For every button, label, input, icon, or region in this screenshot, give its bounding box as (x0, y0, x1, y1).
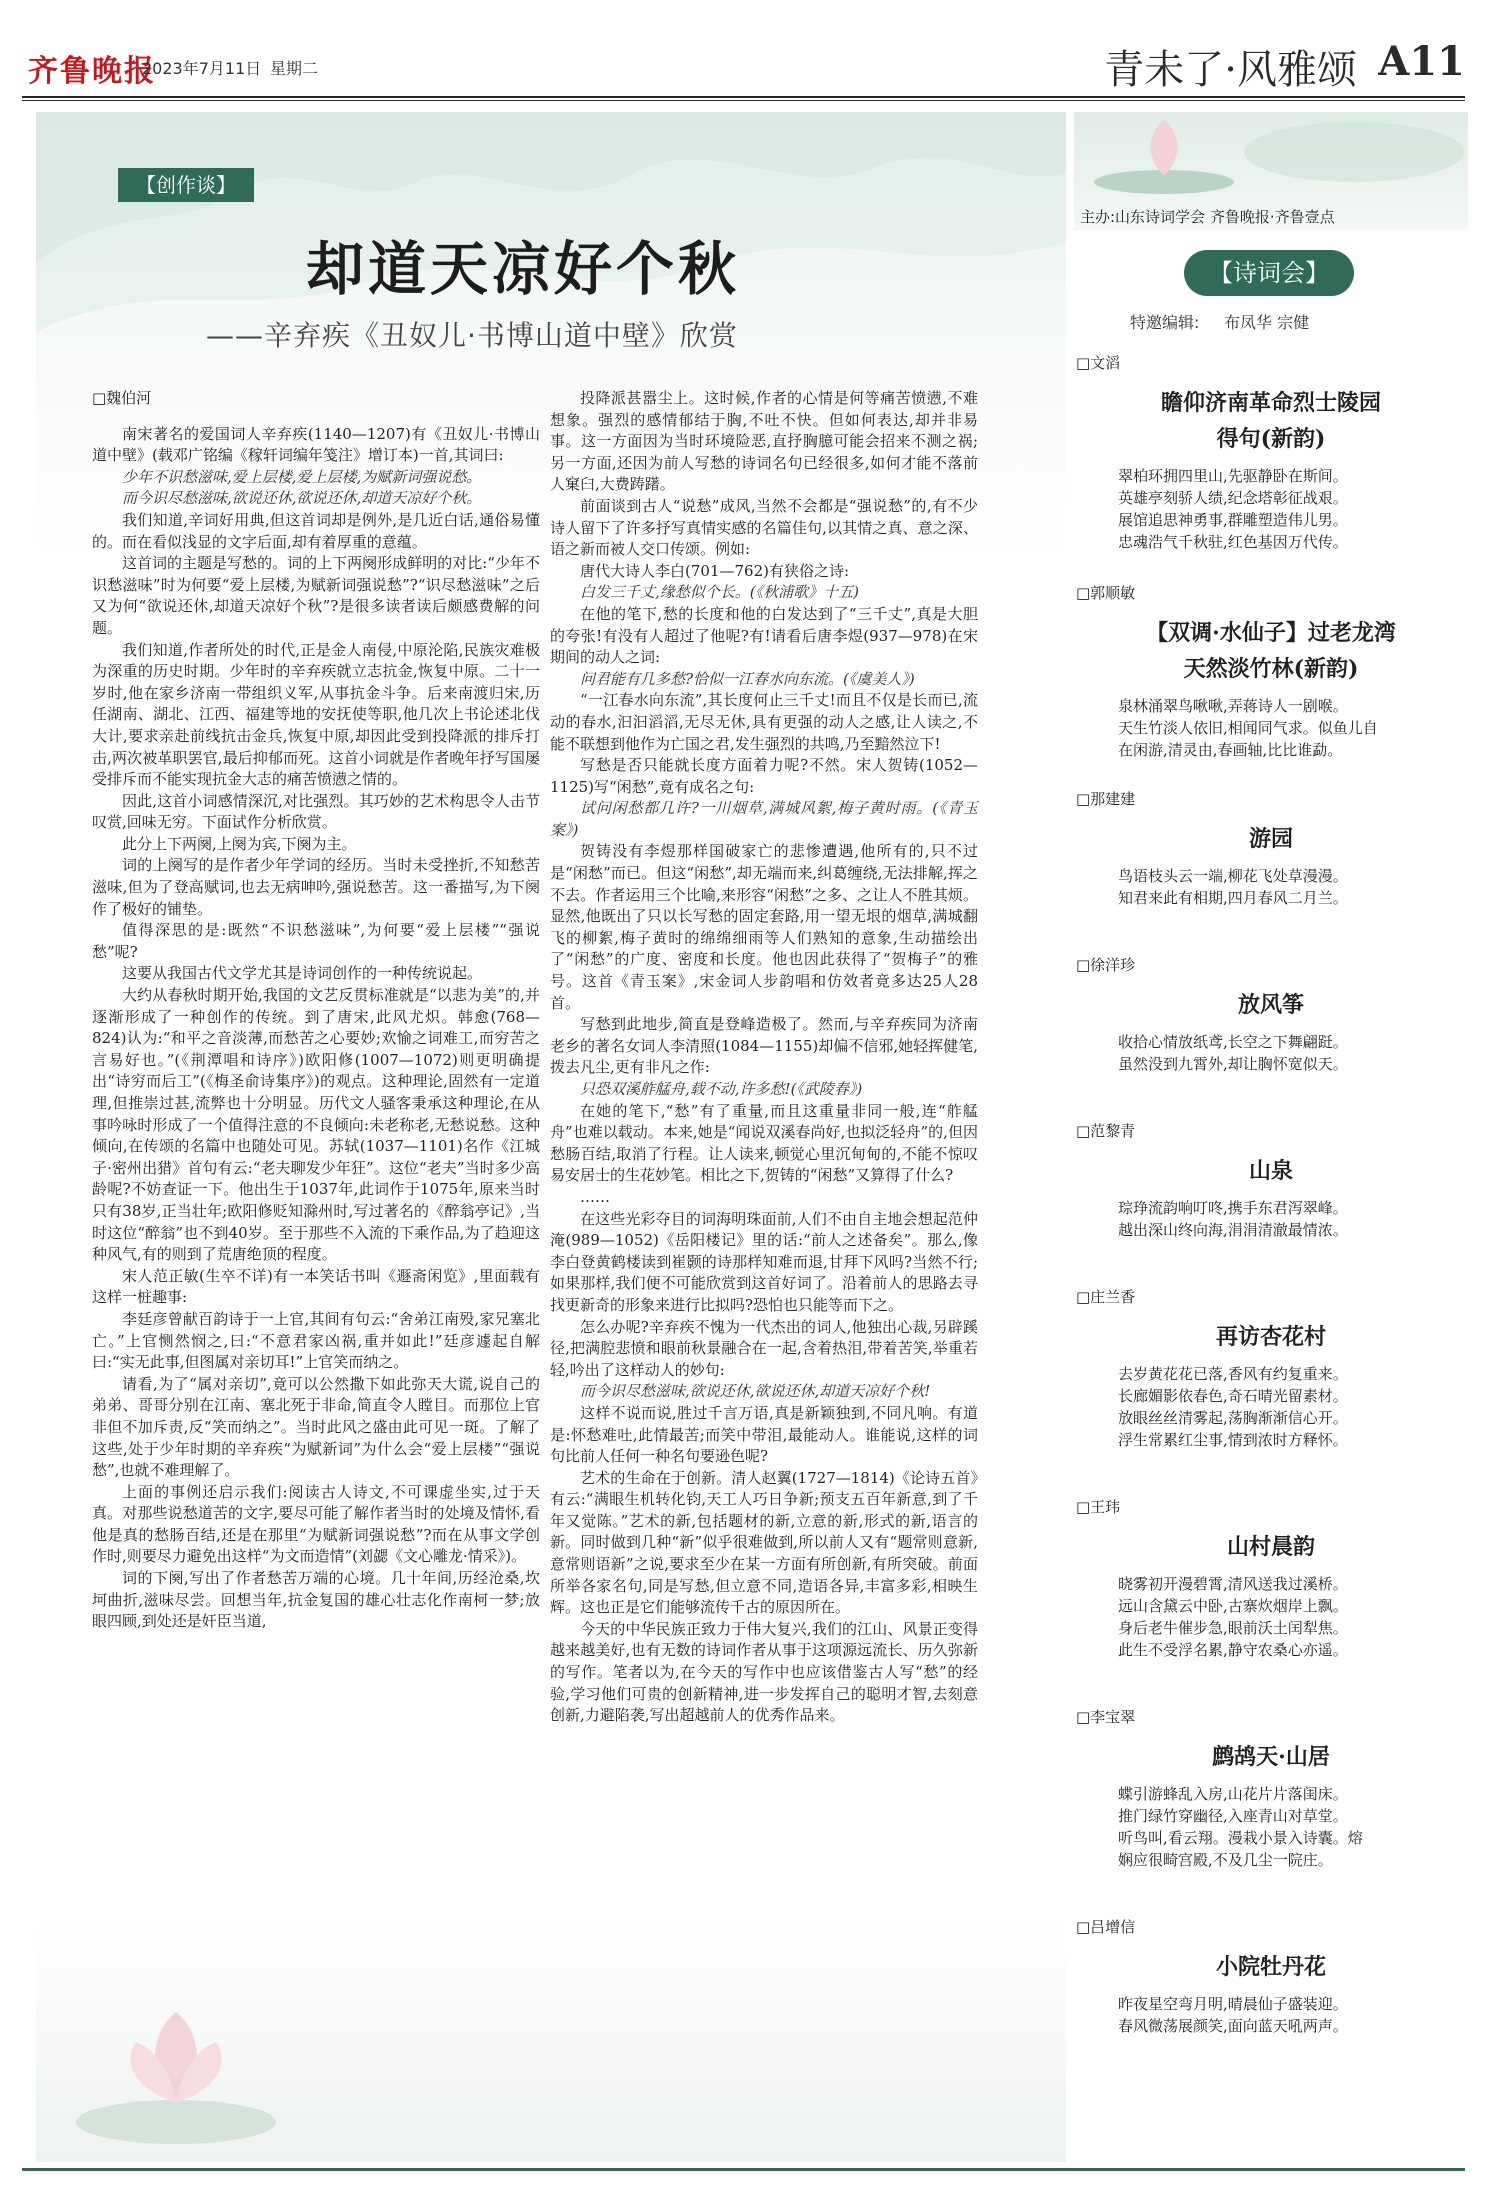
poem-line: 英雄亭刻骄人绩,纪念塔彰征战艰。 (1118, 489, 1348, 507)
article-column-1 (92, 388, 540, 1633)
paragraph: 我们知道,辛词好用典,但这首词却是例外,是几近白话,通俗易懂的。而在看似浅显的文字后面,却有着厚重的意蕴。 (92, 510, 540, 551)
poem-entry (1074, 352, 1468, 553)
poem-line: 推门绿竹穿幽径,入座青山对草堂。 (1118, 1807, 1348, 1825)
poem-line: 泉林涌翠鸟啾啾,弄蒋诗人一剧喉。 (1118, 697, 1348, 715)
poem-author: □庄兰香 (1076, 1288, 1136, 1306)
poem-author: □李宝翠 (1076, 1708, 1136, 1726)
paragraph: 大约从春秋时期开始,我国的文艺反贯标准就是“以悲为美”的,并逐渐形成了一种创作的传统。到了唐宋,此风尤炽。韩愈(768—824)认为:“和平之音淡薄,而愁苦之心要妙;欢愉之词难工,而穷苦之言易好也。”(《荆潭唱和诗序》)欧阳修(1007—1072)则更明确提出“诗穷而后工”(《梅圣俞诗集序》)的观点。这种理论,固然有一定道理,但推崇过甚,流弊也十分明显。历代文人骚客秉承这种理论,在从事吟咏时形成了一个值得注意的不良倾向:未老称老,无愁说愁。这种倾向,在传颂的名篇中也随处可见。苏轼(1037—1101)名作《江城子·密州出猎》首句有云:“老夫聊发少年狂”。这位“老夫”当时多少高龄呢?不妨查证一下。他出生于1037年,此词作于1075年,原来当时只有38岁,正当壮年;欧阳修贬知滁州时,写过著名的《醉翁亭记》,当时这位“醉翁”也不到40岁。至于那些不入流的下乘作品,为了趋迎这种风气,有的则到了荒唐绝顶的程度。 (92, 986, 540, 1264)
poem-entry (1074, 1286, 1468, 1451)
paragraph: 今天的中华民族正致力于伟大复兴,我们的江山、风景正变得越来越美好,也有无数的诗词作者从事于这项源远流长、历久弥新的写作。笔者以为,在今天的写作中也应该借鉴古人写“愁”的经验,学习他们可贵的创新精神,进一步发挥自己的聪明才智,去刻意创新,力避陷袭,写出超越前人的优秀作品来。 (550, 1619, 978, 1725)
poem-line: 在闲游,清灵由,春画轴,比比谁勐。 (1118, 741, 1343, 759)
paragraph: “一江春水向东流”,其长度何止三千丈!而且不仅是长而已,流动的春水,汩汩滔滔,无尽无休,具有更强的动人之感,让人读之,不能不联想到他作为亡国之君,发生强烈的共鸣,乃至黯然泣下! (550, 691, 978, 753)
article-tag: 【创作谈】 (118, 168, 254, 202)
poem-title-line2: 天然淡竹林(新韵) (1183, 656, 1359, 682)
paragraph: 投降派甚嚣尘上。这时候,作者的心情是何等痛苦愤懑,不难想象。强烈的感情郁结于胸,不吐不快。但如何表达,却并非易事。这一方面因为当时环境险恶,直抒胸臆可能会招来不测之祸;另一方面,还因为前人写愁的诗词名句已经很多,如何才能不落前人窠臼,大费踌躇。 (550, 389, 978, 494)
paragraph: 请看,为了“属对亲切”,竟可以公然撒下如此弥天大谎,说自己的弟弟、哥哥分别在江南、塞北死于非命,简直令人瞠目。而那位上官非但不加斥责,反“笑而纳之”。当时此风之盛由此可见一斑。了解了这些,处于少年时期的辛弃疾“为赋新词”为什么会“爱上层楼”“强说愁”,也就不难理解了。 (92, 1374, 540, 1480)
poem-title: 再访杏花村 (1215, 1324, 1326, 1350)
paragraph: 怎么办呢?辛弃疾不愧为一代杰出的词人,他独出心裁,另辟蹊径,把满腔悲愤和眼前秋景融合在一起,含着热泪,带着苦笑,举重若轻,吟出了这样动人的妙句: (550, 1317, 978, 1379)
article-column-2 (550, 388, 978, 1727)
paragraph: 宋人范正敏(生卒不详)有一本笑话书叫《遯斋闲览》,里面载有这样一桩趣事: (92, 1266, 540, 1307)
ellipsis: …… (580, 1187, 610, 1206)
paragraph: 写愁是否只能就长度方面着力呢?不然。宋人贺铸(1052—1125)写“闲愁”,竟有成名之句: (550, 756, 978, 796)
poem-line: 蝶引游蜂乱入房,山花片片落闺床。 (1118, 1785, 1348, 1803)
poem-line: 晓雾初开漫碧霄,清风送我过溪桥。 (1118, 1575, 1348, 1593)
poem-author: □郭顺敏 (1076, 584, 1136, 602)
paragraph: 李廷彦曾献百韵诗于一上官,其间有句云:“舍弟江南殁,家兄塞北亡。”上官恻然悯之,曰:“不意君家凶祸,重并如此!”廷彦遽起自解曰:“实无此事,但图属对亲切耳!”上官笑而纳之。 (92, 1309, 540, 1372)
poem-quote: 白发三千丈,缘愁似个长。(《秋浦歌》十五) (580, 583, 859, 602)
poem-entry (1074, 1706, 1468, 1871)
poem-line: 长廊媚影依春色,奇石晴光留素材。 (1118, 1387, 1348, 1405)
poem-body (1074, 1363, 1468, 1451)
poem-author: □范黎青 (1076, 1122, 1136, 1140)
poem-quote: 问君能有几多愁?恰似一江春水向东流。(《虞美人》) (580, 669, 915, 688)
editors-label: 特邀编辑: (1130, 313, 1200, 332)
paragraph: 词的上阕写的是作者少年学词的经历。当时未受挫折,不知愁苦滋味,但为了登高赋词,也去无病呻吟,强说愁苦。这一番描写,为下阕作了极好的铺垫。 (92, 856, 540, 918)
poem-title-line2: 得句(新韵) (1216, 426, 1326, 452)
poem-author: □那建建 (1076, 790, 1136, 808)
paragraph: 前面谈到古人“说愁”成风,当然不会都是“强说愁”的,有不少诗人留下了许多抒写真情实感的名篇佳句,以其情之真、意之深、语之新而被人交口传颂。例如: (550, 496, 978, 559)
poem-quote: 而今识尽愁滋味,欲说还休,欲说还休,却道天凉好个秋。 (122, 489, 482, 508)
page-header (0, 0, 1487, 110)
poem-body (1074, 1993, 1468, 2037)
poem-quote: 试问闲愁都几许?一川烟草,满城风絮,梅子黄时雨。(《青玉案》) (550, 799, 978, 839)
poem-body (1074, 865, 1468, 909)
newspaper-logo: 齐鲁晚报 (28, 54, 156, 89)
paragraph: 值得深思的是:既然“不识愁滋味”,为何要“爱上层楼”“强说愁”呢? (92, 921, 540, 961)
editors-names: 布凤华 宗健 (1224, 313, 1310, 332)
poem-line: 展馆追思神勇事,群雕塑造伟儿男。 (1118, 511, 1348, 529)
poem-line: 翠柏环拥四里山,先驱静卧在斯间。 (1118, 467, 1348, 485)
paragraph: 南宋著名的爱国词人辛弃疾(1140—1207)有《丑奴儿·书博山道中壁》(载邓广铭编《稼轩词编年笺注》增订本)一首,其词曰: (92, 424, 540, 465)
paragraph: 这样不说而说,胜过千言万语,真是新颖独到,不同凡响。有道是:怀愁难吐,此情最苦;而笑中带泪,最能动人。谁能说,这样的词句比前人任何一种名句要逊色呢? (550, 1403, 978, 1466)
issue-date: 2023年7月11日 (142, 59, 262, 78)
poem-quote: 而今识尽愁滋味,欲说还休,欲说还休,却道天凉好个秋! (580, 1382, 931, 1401)
page-number: A11 (1378, 38, 1465, 85)
footer-divider (22, 2168, 1465, 2171)
poem-line: 去岁黄花花已落,香风有约复重来。 (1118, 1365, 1348, 1383)
header-divider-thin (22, 100, 1465, 101)
lotus-pond-icon (1074, 112, 1468, 202)
poem-line: 天生竹淡人依旧,相闻同气求。似鱼儿自 (1118, 719, 1378, 737)
paragraph: 这首词的主题是写愁的。词的上下两阕形成鲜明的对比:“少年不识愁滋味”时为何要“爱上层楼,为赋新词强说愁”?“识尽愁滋味”之后又为何“欲说还休,却道天凉好个秋”?是很多读者读后颇感费解的问题。 (92, 554, 540, 637)
poem-entry (1074, 1916, 1468, 2037)
poem-body (1074, 465, 1468, 553)
poem-entry (1074, 788, 1468, 909)
poem-entry (1074, 954, 1468, 1075)
poem-line: 此生不受浮名累,静守农桑心亦遥。 (1118, 1641, 1348, 1659)
poem-title: 小院牡丹花 (1215, 1954, 1326, 1980)
poem-title: 游园 (1248, 826, 1293, 852)
poem-title: 瞻仰济南革命烈士陵园 (1160, 390, 1381, 416)
article-author: □魏伯河 (92, 389, 152, 407)
poem-entry (1074, 582, 1468, 761)
paragraph: 此分上下两阕,上阕为宾,下阕为主。 (122, 834, 357, 853)
poem-quote: 少年不识愁滋味,爱上层楼,爱上层楼,为赋新词强说愁。 (122, 467, 482, 486)
sidebar-masthead (1074, 112, 1468, 230)
poem-author: □徐洋珍 (1076, 956, 1136, 974)
poem-line: 昨夜星空弯月明,晴晨仙子盛装迎。 (1118, 1995, 1348, 2013)
poem-line: 虽然没到九霄外,却让胸怀宽似天。 (1118, 1055, 1348, 1073)
paragraph: 词的下阕,写出了作者愁苦万端的心境。几十年间,历经沧桑,坎坷曲折,滋味尽尝。回想当年,抗金复国的雄心壮志化作南柯一梦;放眼四顾,到处还是奸臣当道, (92, 1569, 540, 1631)
poem-line: 听鸟叫,看云翔。漫栽小景入诗囊。熔 (1118, 1829, 1363, 1847)
poem-line: 身后老牛催步急,眼前沃土闰犁焦。 (1118, 1619, 1348, 1637)
paragraph: 因此,这首小词感情深沉,对比强烈。其巧妙的艺术构思令人击节叹赏,回味无穷。下面试作分析欣赏。 (92, 791, 540, 832)
poem-title: 鹧鸪天·山居 (1212, 1744, 1330, 1770)
poem-line: 浮生常累红尘事,情到浓时方释怀。 (1118, 1431, 1348, 1449)
poem-line: 琮琤流韵响叮咚,携手东君泻翠峰。 (1118, 1199, 1348, 1217)
paragraph: 在她的笔下,“愁”有了重量,而且这重量非同一般,连“舴艋舟”也难以载动。本来,她是“闻说双溪春尚好,也拟泛轻舟”的,但因愁肠百结,取消了行程。让人读来,顿觉心里沉甸甸的,不能不惊叹易安居士的生花妙笔。相比之下,贺铸的“闲愁”又算得了什么? (550, 1101, 978, 1185)
poem-title: 【双调·水仙子】过老龙湾 (1146, 620, 1396, 646)
poetry-sidebar (1074, 112, 1468, 2172)
paragraph: 唐代大诗人李白(701—762)有狭俗之诗: (580, 561, 850, 580)
poem-entry (1074, 1120, 1468, 1241)
poem-line: 鸟语枝头云一端,柳花飞处草漫漫。 (1118, 867, 1348, 885)
paragraph: 贺铸没有李煜那样国破家亡的悲惨遭遇,他所有的,只不过是“闲愁”而已。但这“闲愁”,却无端而来,纠葛缠绕,无法排解,挥之不去。作者运用三个比喻,来形容“闲愁”之多、之让人不胜其烦。显然,他既出了只以长写愁的固定套路,用一望无垠的烟草,满城翻飞的柳絮,梅子黄时的绵绵细雨等人们熟知的意象,生动描绘出了“闲愁”的广度、密度和长度。他也因此获得了“贺梅子”的雅号。这首《青玉案》,宋金词人步韵唱和仿效者竟多达25人28首。 (550, 842, 978, 1012)
poem-title: 放风筝 (1237, 992, 1304, 1018)
poem-title: 山泉 (1248, 1158, 1293, 1184)
issue-weekday: 星期二 (270, 59, 319, 78)
poem-body (1074, 695, 1468, 761)
poem-line: 远山含黛云中卧,古寨炊烟岸上飘。 (1118, 1597, 1348, 1615)
header-divider (22, 96, 1465, 98)
paragraph: 在他的笔下,愁的长度和他的白发达到了“三千丈”,真是大胆的夸张!有没有人超过了他呢?有!请看后唐李煜(937—978)在宋期间的动人之词: (550, 604, 978, 667)
poem-entry (1074, 1496, 1468, 1661)
poem-body (1074, 1573, 1468, 1661)
poem-line: 知君来此有相期,四月春风二月兰。 (1118, 889, 1348, 907)
poem-line: 春风微荡展颜笑,面向蓝天吼两声。 (1118, 2017, 1348, 2035)
paragraph: 我们知道,作者所处的时代,正是金人南侵,中原沦陷,民族灾难极为深重的历史时期。少年时的辛弃疾就立志抗金,恢复中原。二十一岁时,他在家乡济南一带组织义军,从事抗金斗争。后来南渡归宋,历任湖南、湖北、江西、福建等地的安抚使等职,他几次上书论述北伐大计,要求亲赴前线抗击金兵,恢复中原,却因此受到投降派的排斥打击,两次被革职罢官,最后抑郁而死。这首小词就是作者晚年抒写国屡受排斥而不能实现抗金大志的痛苦愤懑之情的。 (92, 640, 540, 789)
poem-line: 放眼丝丝清雾起,荡胸渐渐信心开。 (1118, 1409, 1348, 1427)
poem-body (1074, 1197, 1468, 1241)
poem-line: 娴应很畸宫殿,不及几尘一院庄。 (1118, 1851, 1333, 1869)
sponsor-line: 主办:山东诗词学会 齐鲁晚报·齐鲁壹点 (1080, 208, 1335, 226)
poem-body (1074, 1031, 1468, 1075)
poem-author: □王玮 (1076, 1498, 1121, 1516)
poem-author: □文滔 (1076, 354, 1121, 372)
paragraph: 上面的事例还启示我们:阅读古人诗文,不可课虚坐实,过于天真。对那些说愁道苦的文字,要尽可能了解作者当时的处境及情怀,看他是真的愁肠百结,还是在那里“为赋新词强说愁”?而在从事文学创作时,则要尽力避免出这样“为文而造情”(刘勰《文心雕龙·情采》)。 (92, 1482, 540, 1566)
poem-line: 忠魂浩气千秋驻,红色基因万代传。 (1118, 533, 1348, 551)
article-subtitle: ——辛弃疾《丑奴儿·书博山道中壁》欣赏 (206, 319, 738, 352)
poetry-banner: 【诗词会】 (1184, 250, 1354, 296)
lotus-decoration (66, 1952, 286, 2152)
paragraph: 在这些光彩夺目的词海明珠面前,人们不由自主地会想起范仲淹(989—1052)《岳阳楼记》里的话:“前人之述备矣”。那么,像李白登黄鹤楼读到崔颢的诗那样知难而退,甘拜下风吗?当然不行;如果那样,我们便不可能欣赏到这首好词了。沿着前人的思路去寻找更新奇的形象来进行比拟吗?恐怕也只能等而下之。 (550, 1209, 978, 1314)
poem-line: 收拾心情放纸鸢,长空之下舞翩跹。 (1118, 1033, 1348, 1051)
paragraph: 写愁到此地步,简直是登峰造极了。然而,与辛弃疾同为济南老乡的著名女词人李清照(1084—1155)却偏不信邪,她轻挥健笔,拨去凡尘,更有非凡之作: (550, 1015, 978, 1077)
paragraph: 艺术的生命在于创新。清人赵翼(1727—1814)《论诗五首》有云:“满眼生机转化钧,天工人巧日争新;预支五百年新意,到了千年又觉陈。”艺术的新,包括题材的新,立意的新,形式的新,语言的新。同时做到几种“新”似乎很难做到,所以前人又有“题常则意新,意常则语新”之说,要求至少在某一方面有所创新,有所突破。前面所举各家名句,同是写愁,但立意不同,造语各异,丰富多彩,相映生辉。这也正是它们能够流传千古的原因所在。 (550, 1468, 978, 1617)
poem-line: 越出深山终向海,涓涓清澈最情浓。 (1118, 1221, 1348, 1239)
poem-body (1074, 1783, 1468, 1871)
poem-quote: 只恐双溪舴艋舟,载不动,许多愁!(《武陵春》) (580, 1080, 863, 1098)
section-title: 青未了·风雅颂 (1104, 47, 1357, 93)
paragraph: 这要从我国古代文学尤其是诗词创作的一种传统说起。 (122, 964, 483, 983)
article-title: 却道天凉好个秋 (306, 235, 741, 303)
poem-title: 山村晨韵 (1226, 1534, 1315, 1560)
poem-author: □吕增信 (1076, 1918, 1136, 1936)
